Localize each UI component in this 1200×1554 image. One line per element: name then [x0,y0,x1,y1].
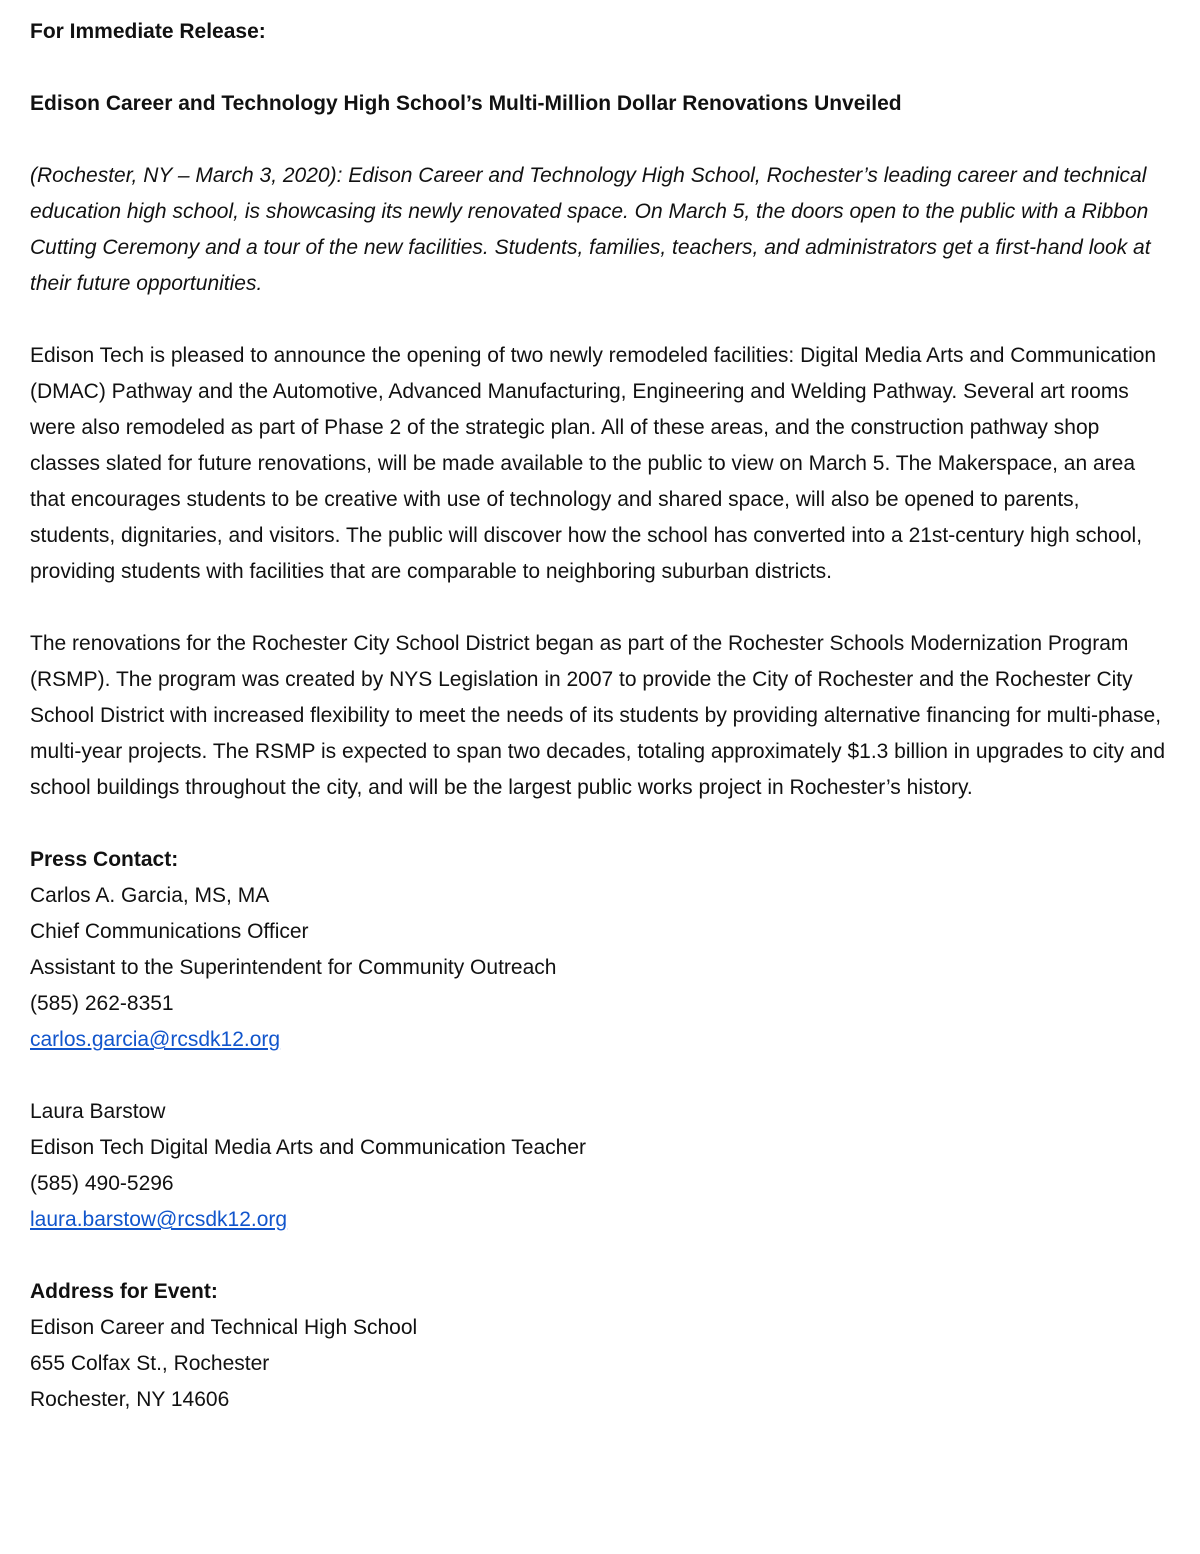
contact-title: Chief Communications Officer [30,920,309,943]
event-address-heading: Address for Event: [30,1280,218,1303]
contact-title: Edison Tech Digital Media Arts and Communication Teacher [30,1136,587,1159]
dateline-paragraph: (Rochester, NY – March 3, 2020): Edison Career and Technology High School, Rochester’s leading career and technical education high school, is showcasing its newly renovated space. On March 5, the doors open to the public with a Ribbon Cutting Ceremony and a tour of the new facilities. Students, families, teachers, and administrators get a first-hand look at their future opportunities. [30,164,1151,295]
press-contact-section [30,842,1168,1058]
contact-phone: (585) 262-8351 [30,992,174,1015]
body-paragraph-rsmp: The renovations for the Rochester City School District began as part of the Rochester Schools Modernization Program (RSMP). The program was created by NYS Legislation in 2007 to provide the City of Rochester and the Rochester City School District with increased flexibility to meet the needs of its students by providing alternative financing for multi-phase, multi-year projects. The RSMP is expected to span two decades, totaling approximately $1.3 billion in upgrades to city and school buildings throughout the city, and will be the largest public works project in Rochester’s history. [30,632,1166,799]
event-address-section [30,1274,1168,1418]
email-link-laura[interactable]: laura.barstow@rcsdk12.org [30,1208,288,1231]
contact-name: Laura Barstow [30,1100,166,1123]
email-link-carlos[interactable]: carlos.garcia@rcsdk12.org [30,1028,281,1051]
press-contact-secondary [30,1094,1168,1238]
release-label: For Immediate Release: [30,20,266,43]
document-title: Edison Career and Technology High School’s Multi-Million Dollar Renovations Unveiled [30,92,902,115]
event-address-city: Rochester, NY 14606 [30,1388,230,1411]
event-address-street: 655 Colfax St., Rochester [30,1352,270,1375]
contact-title-secondary: Assistant to the Superintendent for Community Outreach [30,956,557,979]
body-paragraph-facilities: Edison Tech is pleased to announce the opening of two newly remodeled facilities: Digital Media Arts and Communication (DMAC) Pathway and the Automotive, Advanced Manufacturing, Engineering and Welding Pathway. Several art rooms were also remodeled as part of Phase 2 of the strategic plan. All of these areas, and the construction pathway shop classes slated for future renovations, will be made available to the public to view on March 5. The Makerspace, an area that encourages students to be creative with use of technology and shared space, will also be opened to parents, students, dignitaries, and visitors. The public will discover how the school has converted into a 21st-century high school, providing students with facilities that are comparable to neighboring suburban districts. [30,344,1157,583]
contact-email-row [30,1202,1168,1238]
contact-phone: (585) 490-5296 [30,1172,174,1195]
contact-email-row [30,1022,1168,1058]
event-address-school: Edison Career and Technical High School [30,1316,418,1339]
contact-name: Carlos A. Garcia, MS, MA [30,884,270,907]
press-contact-heading: Press Contact: [30,848,179,871]
